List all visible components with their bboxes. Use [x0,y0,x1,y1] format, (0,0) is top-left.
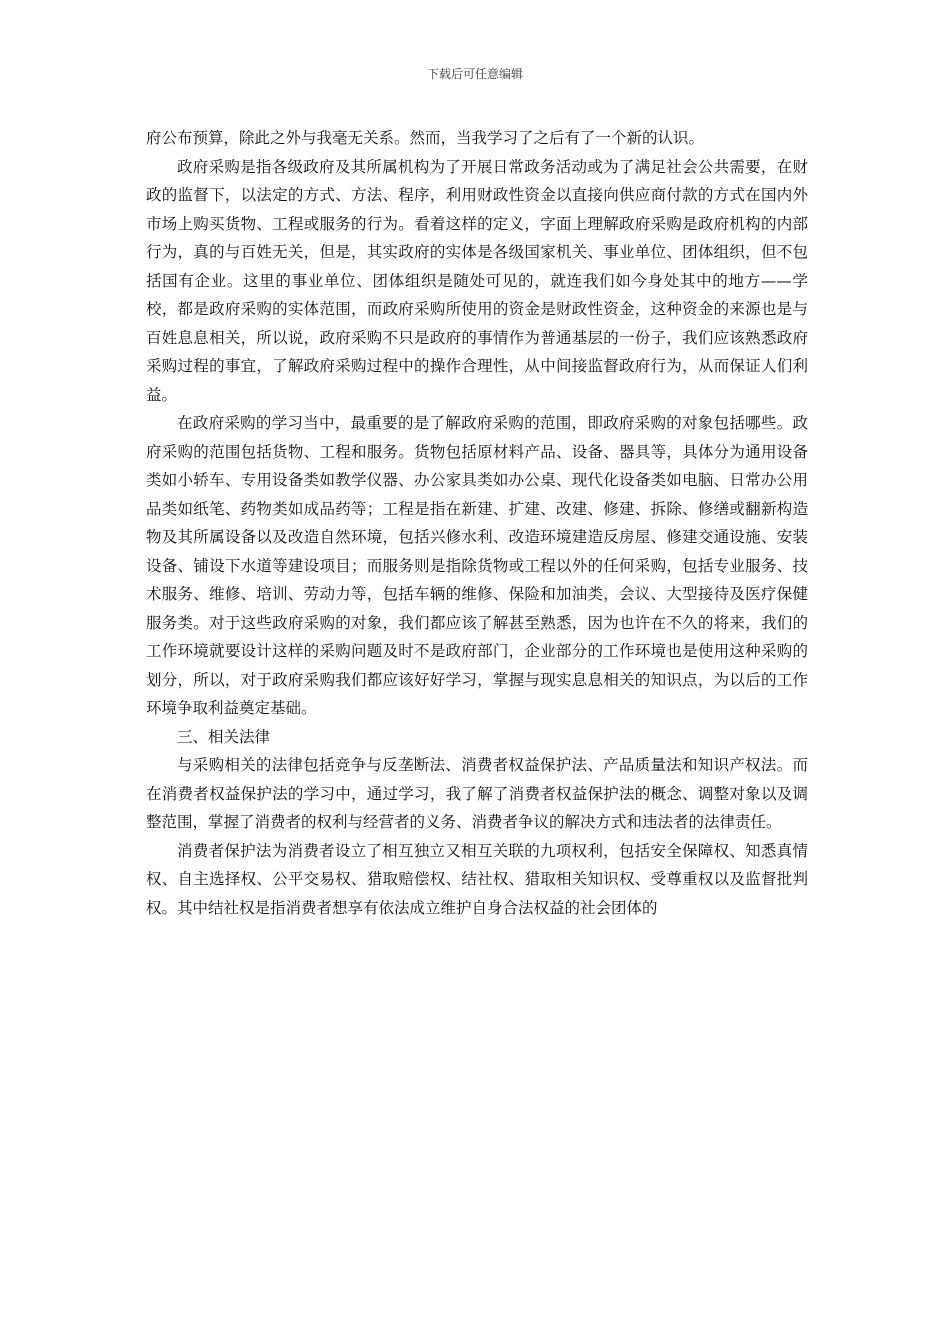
paragraph-consumer-rights: 消费者保护法为消费者设立了相互独立又相互关联的九项权利，包括安全保障权、知悉真情权、自主选择权、公平交易权、猎取赔偿权、结社权、猎取相关知识权、受尊重权以及监督批判权。其中结社权是指消费者想享有依法成立维护自身合法权益的社会团体的 [146,841,808,917]
page-header-note: 下载后可任意编辑 [426,67,523,81]
paragraph-related-laws: 与采购相关的法律包括竞争与反垄断法、消费者权益保护法、产品质量法和知识产权法。而在消费者权益保护法的学习中，通过学习，我了解了消费者权益保护法的概念、调整对象以及调整范围，掌握了消费者的权利与经营者的义务、消费者争议的解决方式和违法者的法律责任。 [146,756,808,831]
document-body [146,124,808,922]
paragraph-procurement-definition: 政府采购是指各级政府及其所属机构为了开展日常政务活动或为了满足社会公共需要，在财政的监督下，以法定的方式、方法、程序，利用财政性资金以直接向供应商付款的方式在国内外市场上购买货物、工程或服务的行为。看着这样的定义，字面上理解政府采购是政府机构的内部行为，真的与百姓无关，但是，其实政府的实体是各级国家机关、事业单位、团体组织，但不包括国有企业。这里的事业单位、团体组织是随处可见的，就连我们如今身处其中的地方——学校，都是政府采购的实体范围，而政府采购所使用的资金是财政性资金，这种资金的来源也是与百姓息息相关，所以说，政府采购不只是政府的事情作为普通基层的一份子，我们应该熟悉政府采购过程的事宜，了解政府采购过程中的操作合理性，从中间接监督政府行为，从而保证人们利益。 [146,157,808,404]
paragraph-budget-continuation: 府公布预算，除此之外与我毫无关系。然而，当我学习了之后有了一个新的认识。 [146,129,705,147]
paragraph-procurement-scope: 在政府采购的学习当中，最重要的是了解政府采购的范围，即政府采购的对象包括哪些。政府采购的范围包括货物、工程和服务。货物包括原材料产品、设备、器具等，具体分为通用设备类如小轿车、专用设备类如教学仪器、办公家具类如办公桌、现代化设备类如电脑、日常办公用品类如纸笔、药物类如成品药等；工程是指在新建、扩建、改建、修建、拆除、修缮或翻新构造物及其所属设备以及改造自然环境，包括兴修水利、改造环境建造反房屋、修建交通设施、安装设备、铺设下水道等建设项目；而服务则是指除货物或工程以外的任何采购，包括专业服务、技术服务、维修、培训、劳动力等，包括车辆的维修、保险和加油类，会议、大型接待及医疗保健服务类。对于这些政府采购的对象，我们都应该了解甚至熟悉，因为也许在不久的将来，我们的工作环境就要设计这样的采购问题及时不是政府部门，企业部分的工作环境也是使用这种采购的划分，所以，对于政府采购我们都应该好好学习，掌握与现实息息相关的知识点，为以后的工作环境争取利益奠定基础。 [146,414,808,717]
section-heading-related-laws: 三、相关法律 [177,727,271,746]
